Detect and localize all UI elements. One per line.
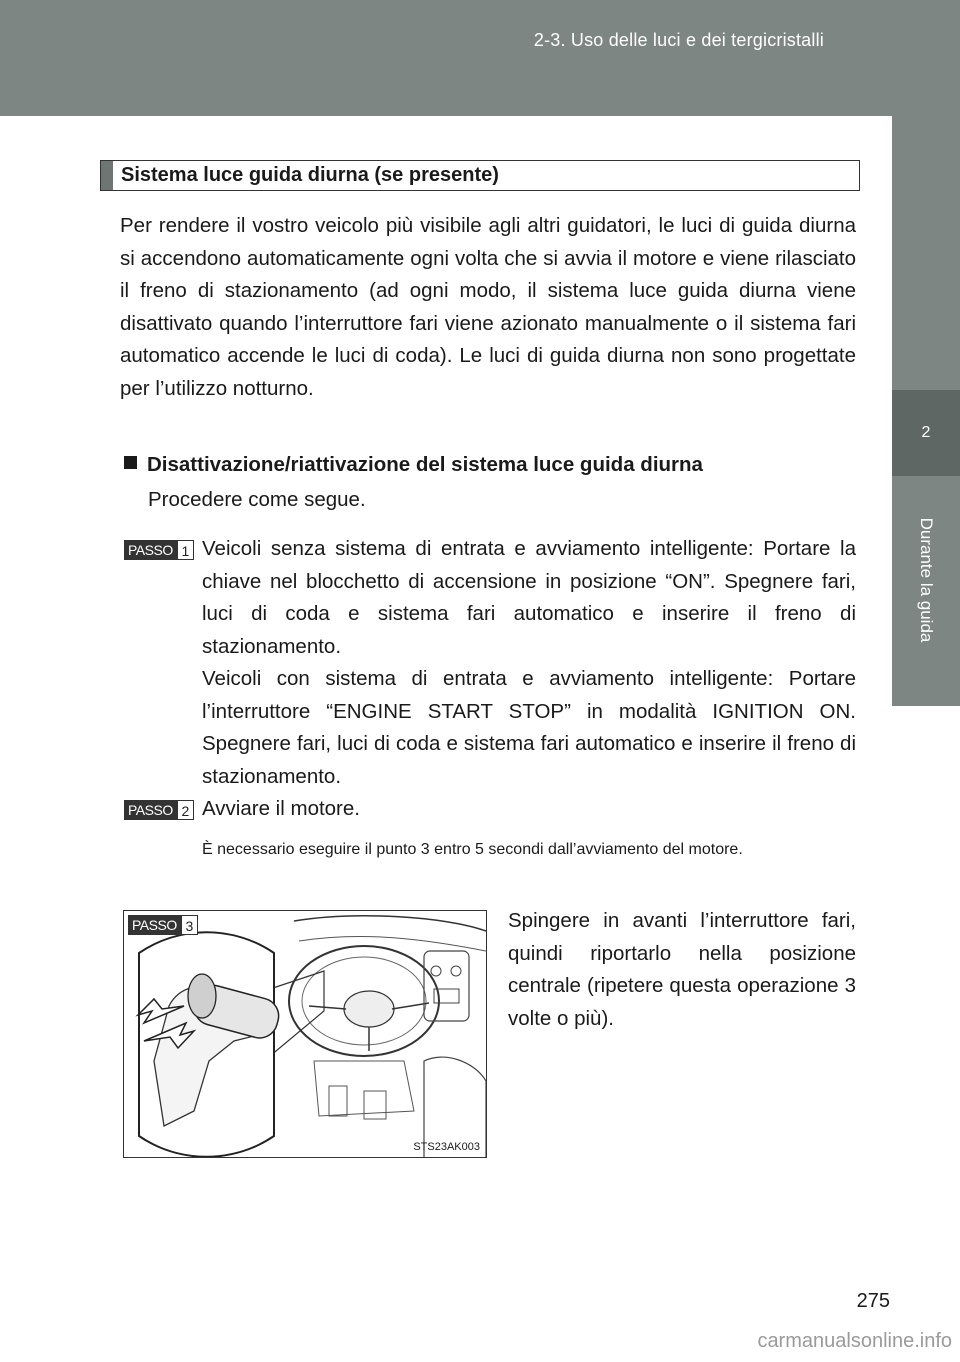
step-label: PASSO: [128, 915, 181, 935]
subsection-intro: Procedere come segue.: [148, 488, 366, 511]
step-number: 1: [177, 540, 194, 560]
watermark: carmanualsonline.info: [757, 1330, 952, 1352]
step-number: 3: [181, 915, 198, 935]
step-1-text-a: Veicoli senza sistema di entrata e avviamento intelligente: Portare la chiave nel blocchetto di accensione in posizione “ON”. Spegnere fari, luci di coda e sistema fari automatico e inserire il freno di stazionamento.: [202, 537, 856, 658]
subsection-heading: [124, 453, 703, 477]
page-number: 275: [856, 1290, 890, 1312]
step-2-note: È necessario eseguire il punto 3 entro 5 secondi dall’avviamento del motore.: [202, 841, 743, 858]
subsection-title: Disattivazione/riattivazione del sistema luce guida diurna: [147, 453, 703, 476]
step-2-text: Avviare il motore.: [202, 797, 360, 820]
section-title: 2-3. Uso delle luci e dei tergicristalli: [533, 30, 824, 50]
step-label: PASSO: [124, 800, 177, 820]
square-bullet-icon: [124, 456, 137, 469]
step-1-text-b: Veicoli con sistema di entrata e avviamento intelligente: Portare l’interruttore “ENGINE START STOP” in modalità IGNITION ON. Spegnere fari, luci di coda e sistema fari automatico e inserire il freno di stazionamento.: [202, 667, 856, 788]
figure-code: STS23AK003: [413, 1141, 480, 1153]
headlight-switch-illustration: [123, 910, 487, 1158]
chapter-number: 2: [892, 390, 960, 476]
step-2-badge: [124, 800, 194, 820]
top-header-band: [0, 0, 892, 116]
chapter-title: Durante la guida: [917, 517, 936, 643]
intro-paragraph: Per rendere il vostro veicolo più visibile agli altri guidatori, le luci di guida diurna si accendono automaticamente ogni volta che si avvia il motore e viene rilasciato il freno di stazionamento (ad ogni modo, il sistema luce guida diurna viene disattivato quando l’interruttore fari viene azionato manualmente o il sistema fari automatico accende le luci di coda). Le luci di guida diurna non sono progettate per l’utilizzo notturno.: [120, 214, 856, 400]
chapter-sidebar: [892, 0, 960, 1362]
heading-marker: [101, 161, 113, 190]
step-label: PASSO: [124, 540, 177, 560]
section-heading-box: [100, 160, 860, 191]
step-3-badge: [128, 915, 198, 935]
step-3-text: Spingere in avanti l’interruttore fari, quindi riportarlo nella posizione centrale (ripetere questa operazione 3 volte o più).: [508, 909, 856, 1030]
step-1-badge: [124, 540, 194, 560]
dashboard-drawing: [124, 911, 487, 1158]
sidebar-top-band: [892, 0, 960, 390]
section-heading: Sistema luce guida diurna (se presente): [121, 164, 499, 186]
step-number: 2: [177, 800, 194, 820]
